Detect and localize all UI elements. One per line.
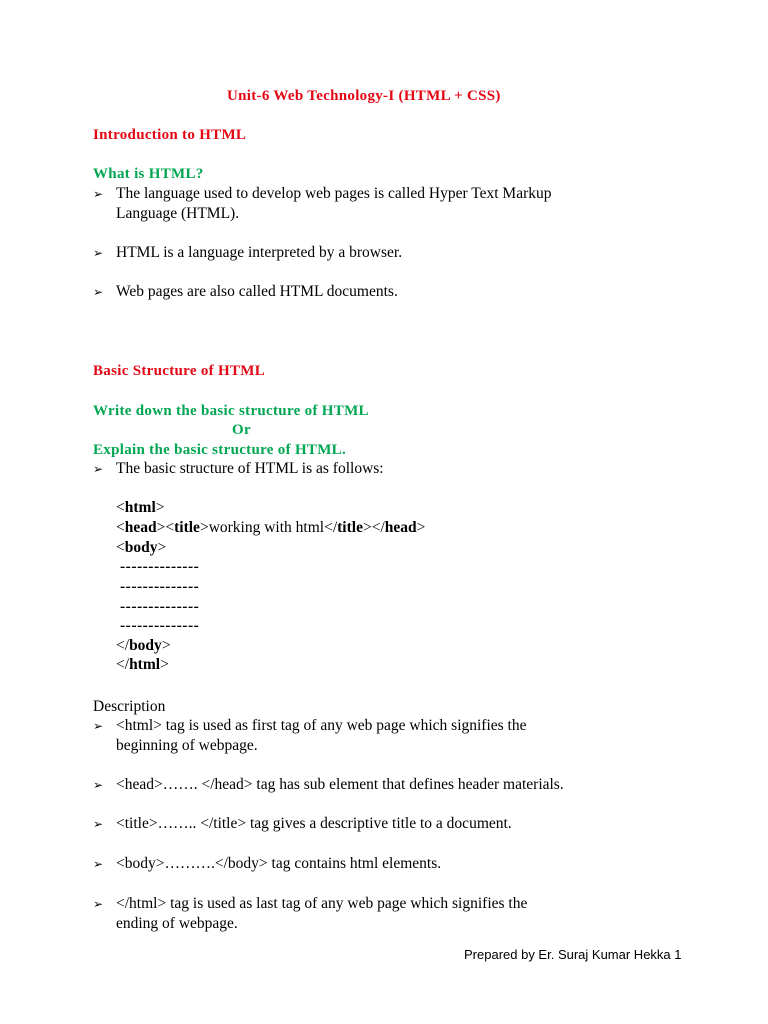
bullet-marker: ➢ xyxy=(93,817,104,831)
bullet-marker: ➢ xyxy=(93,778,104,792)
question-line-2: Explain the basic structure of HTML. xyxy=(93,442,347,458)
desc-bullet-1-line-1: <html> tag is used as first tag of any web page which signifies the xyxy=(116,717,527,734)
question-or: Or xyxy=(232,422,251,438)
code-head-line: <head><title>working with html</title></head> xyxy=(116,519,426,536)
bullet-marker: ➢ xyxy=(93,187,104,201)
what-bullet-1-line-1: The language used to develop web pages is called Hyper Text Markup xyxy=(116,185,552,202)
code-html-open: <html> xyxy=(116,499,165,516)
structure-bullet: The basic structure of HTML is as follows: xyxy=(116,460,384,477)
code-dash-line: -------------- xyxy=(120,578,200,595)
desc-bullet-5-line-2: ending of webpage. xyxy=(116,915,238,932)
description-label: Description xyxy=(93,698,166,715)
bullet-marker: ➢ xyxy=(93,719,104,733)
question-line-1: Write down the basic structure of HTML xyxy=(93,403,369,419)
document-title: Unit-6 Web Technology-I (HTML + CSS) xyxy=(227,88,501,104)
desc-bullet-3: <title>…….. </title> tag gives a descriptive title to a document. xyxy=(116,815,512,832)
what-bullet-1-line-2: Language (HTML). xyxy=(116,205,240,222)
subheading-what-is-html: What is HTML? xyxy=(93,166,204,182)
code-dash-line: -------------- xyxy=(120,558,200,575)
bullet-marker: ➢ xyxy=(93,857,104,871)
desc-bullet-4: <body>……….</body> tag contains html elements. xyxy=(116,855,442,872)
section-heading-basic-structure: Basic Structure of HTML xyxy=(93,363,266,379)
bullet-marker: ➢ xyxy=(93,897,104,911)
code-body-open: <body> xyxy=(116,539,167,556)
code-body-close: </body> xyxy=(116,637,171,654)
bullet-marker: ➢ xyxy=(93,462,104,476)
what-bullet-2: HTML is a language interpreted by a browser. xyxy=(116,244,403,261)
section-heading-intro: Introduction to HTML xyxy=(93,127,247,143)
what-bullet-3: Web pages are also called HTML documents. xyxy=(116,283,398,300)
desc-bullet-1-line-2: beginning of webpage. xyxy=(116,737,258,754)
code-html-close: </html> xyxy=(116,656,169,673)
bullet-marker: ➢ xyxy=(93,246,104,260)
page-footer: Prepared by Er. Suraj Kumar Hekka 1 xyxy=(464,947,682,962)
desc-bullet-5-line-1: </html> tag is used as last tag of any web page which signifies the xyxy=(116,895,528,912)
desc-bullet-2: <head>……. </head> tag has sub element that defines header materials. xyxy=(116,776,564,793)
code-dash-line: -------------- xyxy=(120,598,200,615)
bullet-marker: ➢ xyxy=(93,285,104,299)
code-dash-line: -------------- xyxy=(120,617,200,634)
